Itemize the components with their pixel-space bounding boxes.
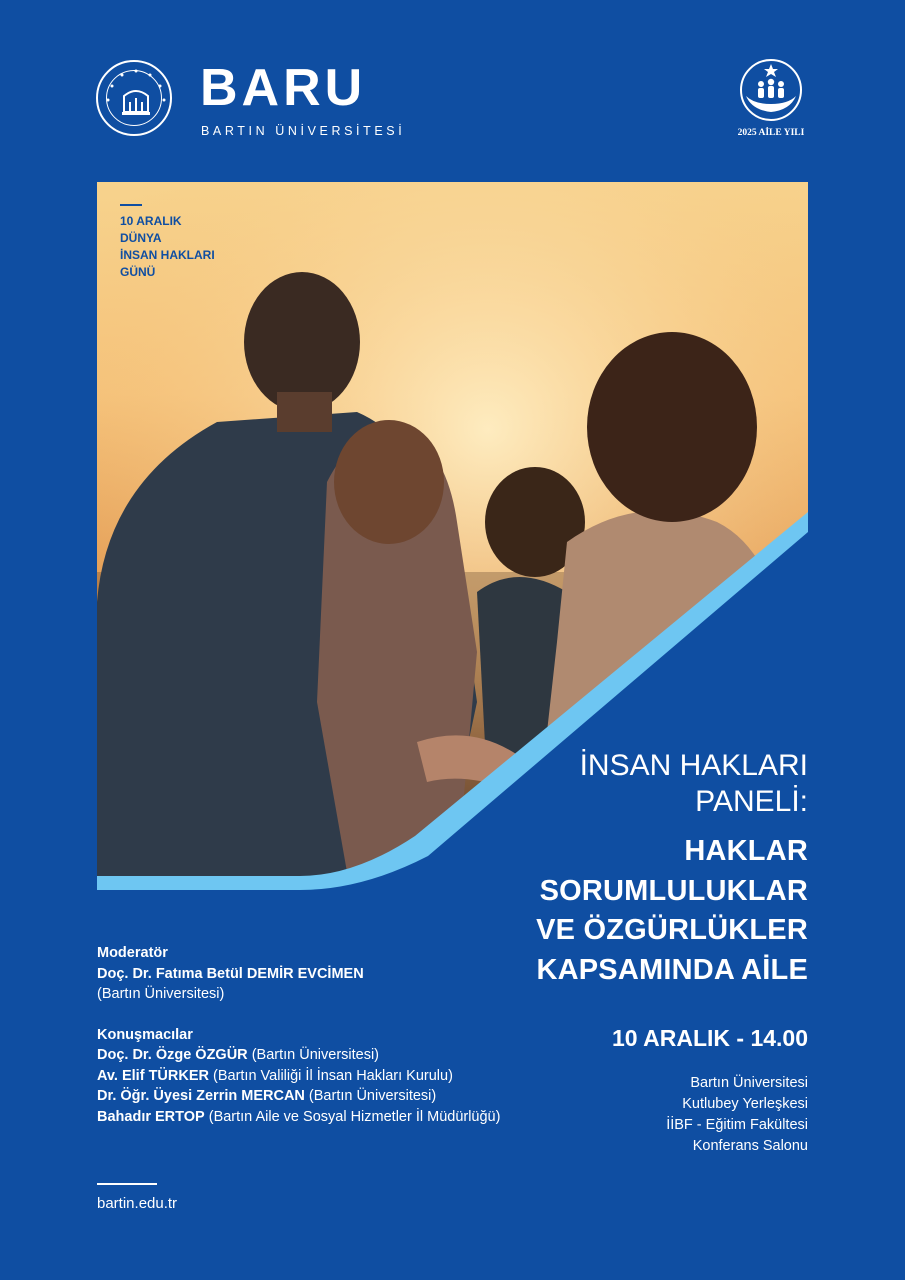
speakers-heading: Konuşmacılar [97,1026,193,1043]
venue-line: İİBF - Eğitim Fakültesi [666,1117,808,1133]
venue-line: Konferans Salonu [692,1138,808,1154]
moderator-heading: Moderatör [97,945,168,961]
brand-subtitle: BARTIN ÜNİVERSİTESİ [201,124,406,138]
speaker-affiliation: (Bartın Valiliği İl İnsan Hakları Kurulu) [213,1067,453,1084]
event-datetime: 10 ARALIK - 14.00 [612,1025,808,1051]
human-rights-day-tag: 10 ARALIK DÜNYA İNSAN HAKLARI GÜNÜ [120,214,215,279]
baru-wordmark-logo: BARU [200,59,367,117]
speaker-name: Av. Elif TÜRKER [97,1067,209,1084]
speaker-affiliation: (Bartın Üniversitesi) [251,1047,380,1063]
speaker-name: Bahadır ERTOP [97,1108,205,1125]
speaker-affiliation: (Bartın Aile ve Sosyal Hizmetler İl Müdürlüğü) [208,1108,501,1125]
speaker-name: Doç. Dr. Özge ÖZGÜR [97,1047,248,1063]
footer-divider [97,1183,157,1185]
moderator-name: Doç. Dr. Fatıma Betül DEMİR EVCİMEN [97,965,364,982]
moderator-affiliation: (Bartın Üniversitesi) [97,986,225,1002]
website-link[interactable]: bartin.edu.tr [97,1195,178,1212]
family-year-text: 2025 AİLE YILI [737,128,805,138]
panel-subtitle: HAKLAR SORUMLULUKLAR VE ÖZGÜRLÜKLER KAPSAMINDA AİLE [536,835,808,986]
venue-line: Kutlubey Yerleşkesi [682,1096,808,1112]
panel-title: İNSAN HAKLARI PANELİ: [579,749,808,818]
speaker-affiliation: (Bartın Üniversitesi) [308,1088,437,1104]
venue-line: Bartın Üniversitesi [690,1075,808,1091]
speaker-name: Dr. Öğr. Üyesi Zerrin MERCAN [97,1088,305,1104]
venue-block [508,1073,808,1157]
